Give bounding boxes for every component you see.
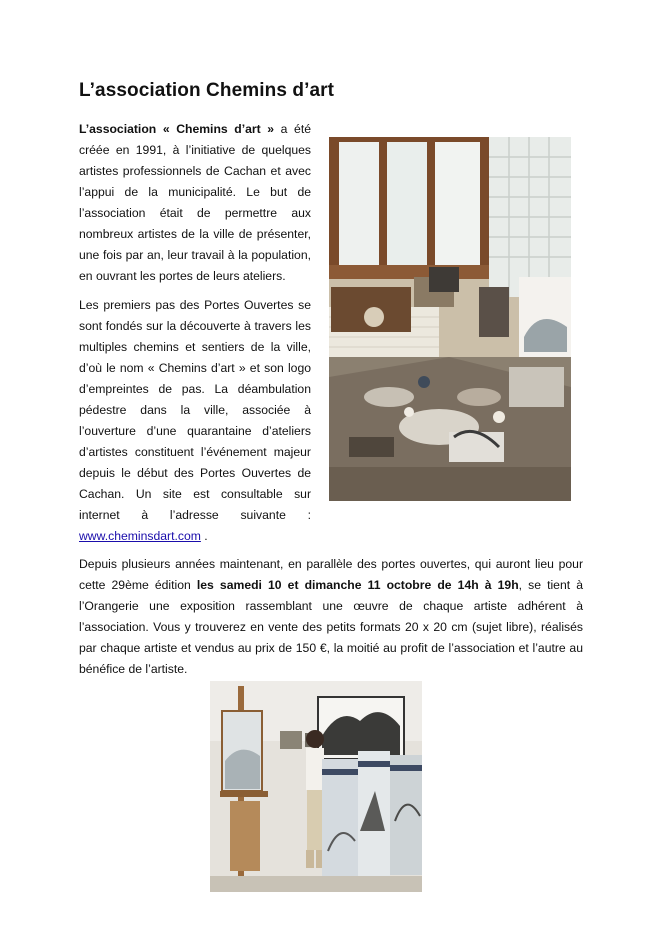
page-title: L’association Chemins d’art [79,80,335,101]
event-dates: les samedi 10 et dimanche 11 octobre de 14h à 19h [196,578,519,592]
exhibition-text-2: , se tient à l’Orangerie une exposition rassemblant une œuvre de chaque artiste adhérent à l’association. Vous y trouverez en vente des petits formats 20 x 20 cm (sujet libre), réalisés par chaque artiste et vendus au prix de 150 €, la moitié au profit de l’association et l’autre au bénéfice de l’artiste. [79,578,583,676]
link-trailing: . [200,529,208,543]
studio-photo [329,137,571,501]
exhibition-text-1: Depuis plusieurs années maintenant, en parallèle des portes ouvertes, qui auront lieu pour cette 29ème édition [79,557,583,592]
exhibition-photo [210,681,422,892]
history-text: Les premiers pas des Portes Ouvertes se sont fondés sur la découverte à travers les multiples chemins et sentiers de la ville, d’où le nom « Chemins d’art » et son logo d’empreintes de pas. La déambulation pédestre dans la ville, associée à l’ouverture d’une quarantaine d’ateliers d’artistes constituent l’événement majeur depuis le début des Portes Ouvertes de Cachan. Un site est consultable sur internet à l’adresse suivante : [79,298,311,522]
exhibition-paragraph [79,554,583,680]
intro-text: a été créée en 1991, à l’initiative de quelques artistes professionnels de Cachan et avec l’appui de la municipalité. Le but de l’association était de permettre aux nombreux artistes de la ville de présenter, une fois par an, leur travail à la population, en ouvrant les portes de leurs ateliers. [79,122,311,283]
association-name: L’association « Chemins d’art » [79,122,275,136]
history-paragraph [79,295,311,547]
intro-paragraph [79,119,311,287]
website-link[interactable]: www.cheminsdart.com [79,529,201,543]
